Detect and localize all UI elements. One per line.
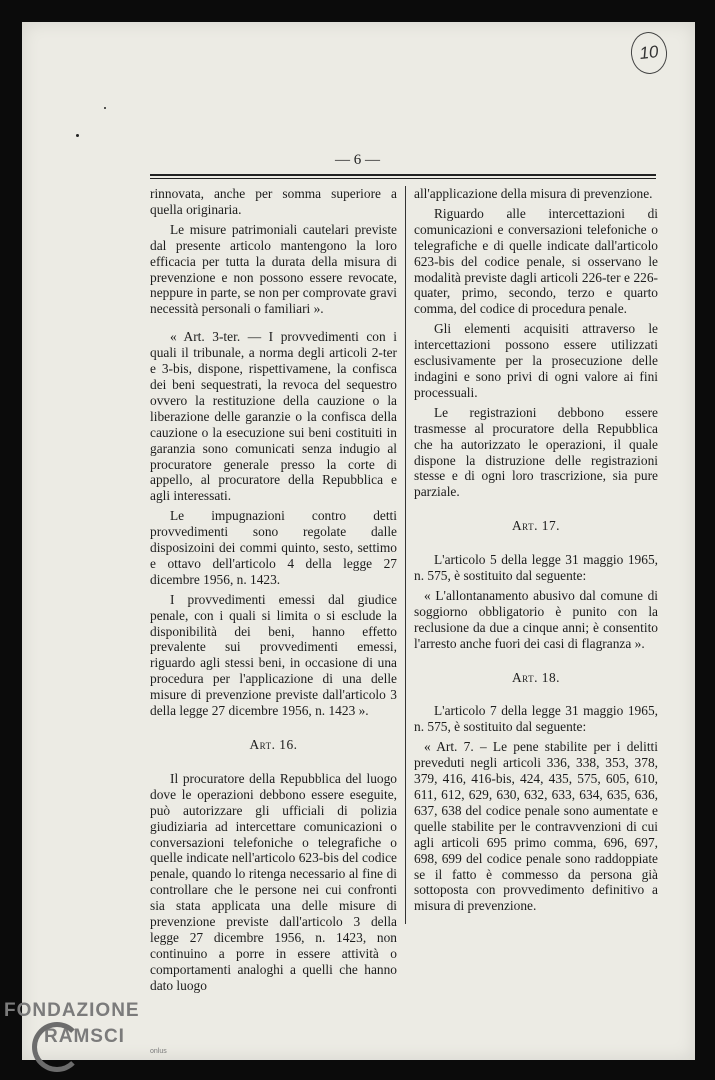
article-heading: Art. 16. [249,737,298,752]
paragraph: Riguardo alle intercettazioni di comunicazioni e conversazioni telefoniche o telegrafiche e di quelle indicate dall'articolo 623-bis del codice penale, si osservano le modalità previste dagli articoli 226-ter e 226-quater, primo, secondo, terzo e quarto comma, del codice di procedura penale. [414,205,658,317]
handwritten-page-annotation: 10 [629,30,669,76]
paragraph: Le registrazioni debbono essere trasmesse al procuratore della Repubblica che ha autorizzato le operazioni, il quale dispone la distruzione delle registrazioni stesse e di ogni loro trascrizione, sia pure parziale. [414,404,658,500]
page-number: — 6 — [335,152,380,168]
speck [76,134,79,137]
left-text-column [150,186,397,998]
paragraph: I provvedimenti emessi dal giudice penale, con i quali si limita o si esclude la disponibilità dei beni, hanno effetto prevalente sui provvedimenti emessi, riguardo agli stessi beni, in occasione di una procedura per l'applicazione di una delle misure di prevenzione previste dall'articolo 3 della legge 27 dicembre 1956, n. 1423 ». [150,591,397,719]
paragraph: Le impugnazioni contro detti provvedimenti sono regolate dalle disposizoini dei commi quinto, sesto, settimo e ottavo dell'articolo 4 della legge 27 dicembre 1956, n. 1423. [150,508,397,587]
paragraph-continuation: rinnovata, anche per somma superiore a quella originaria. [150,186,397,217]
paragraph-continuation: all'applicazione della misura di prevenzione. [414,186,653,201]
header-rule-bottom [150,178,656,179]
right-text-column [414,186,658,918]
quoted-paragraph: « L'allontanamento abusivo dal comune di soggiorno obbligatorio è punito con la reclusione da due a cinque anni; è consentito l'arresto anche fuori dei casi di flagranza ». [414,587,658,651]
paragraph: « Art. 3-ter. — I provvedimenti con i quali il tribunale, a norma degli articoli 2-ter e 3-bis, dispone, rispettivamene, la confisca dei beni sequestrati, la revoca del sequestro ovvero la restituzione della cauzione o la liberazione delle garanzie o la confisca della cauzione o la esecuzione sui beni costituiti in garanzia sono comunicati senza indugio al procuratore generale presso la corte di appello, al procuratore della Repubblica e agli interessati. [150,329,397,504]
column-divider [405,186,406,924]
paragraph: Gli elementi acquisiti attraverso le intercettazioni possono essere utilizzati esclusivamente per la prosecuzione delle indagini e sono privi di ogni valore ai fini processuali. [414,321,658,400]
paragraph: Il procuratore della Repubblica del luogo dove le operazioni debbono essere eseguite, può autorizzare gli ufficiali di polizia giudiziaria ad intercettare comunicazioni o conversazioni telefoniche o telegrafiche o quelle indicate nell'articolo 623-bis del codice penale, quando lo ritenga necessario al fine di controllare che le persone nei cui confronti sia stata applicata una delle misure di prevenzione previste dall'articolo 3 della legge 27 dicembre 1956, n. 1423, non continuino a porre in essere attività o comportamenti analoghi a quelli che hanno dato luogo [150,770,397,993]
speck [104,107,106,109]
quoted-paragraph: « Art. 7. – Le pene stabilite per i delitti preveduti negli articoli 336, 338, 353, 378, 379, 416, 416-bis, 424, 435, 575, 605, 610, 611, 612, 629, 630, 632, 633, 634, 635, 636, 637, 638 del codice penale sono aumentate e quelle stabilite per le contravvenzioni di cui agli articoli 695 primo comma, 696, 697, 698, 699 del codice penale sono raddoppiate se il fatto è commesso da persona già sottoposta con provvedimento definitivo a misura di prevenzione. [414,739,658,914]
fondazione-gramsci-watermark: FONDAZIONE RAMSCI onlus [4,1000,140,1048]
article-heading: Art. 17. [511,518,561,534]
article-heading: Art. 18. [511,669,561,685]
header-rule-top [150,174,656,176]
paragraph: L'articolo 5 della legge 31 maggio 1965, n. 575, è sostituito dal seguente: [414,552,658,584]
watermark-g-logo-icon [32,1022,82,1072]
paragraph: Le misure patrimoniali cautelari previste dal presente articolo mantengono la loro efficacia per tutta la durata della misura di prevenzione e non possono essere revocate, neppure in parte, se non per comprovate gravi necessità personali o familiari ». [150,221,397,317]
paragraph: L'articolo 7 della legge 31 maggio 1965, n. 575, è sostituito dal seguente: [414,703,658,735]
